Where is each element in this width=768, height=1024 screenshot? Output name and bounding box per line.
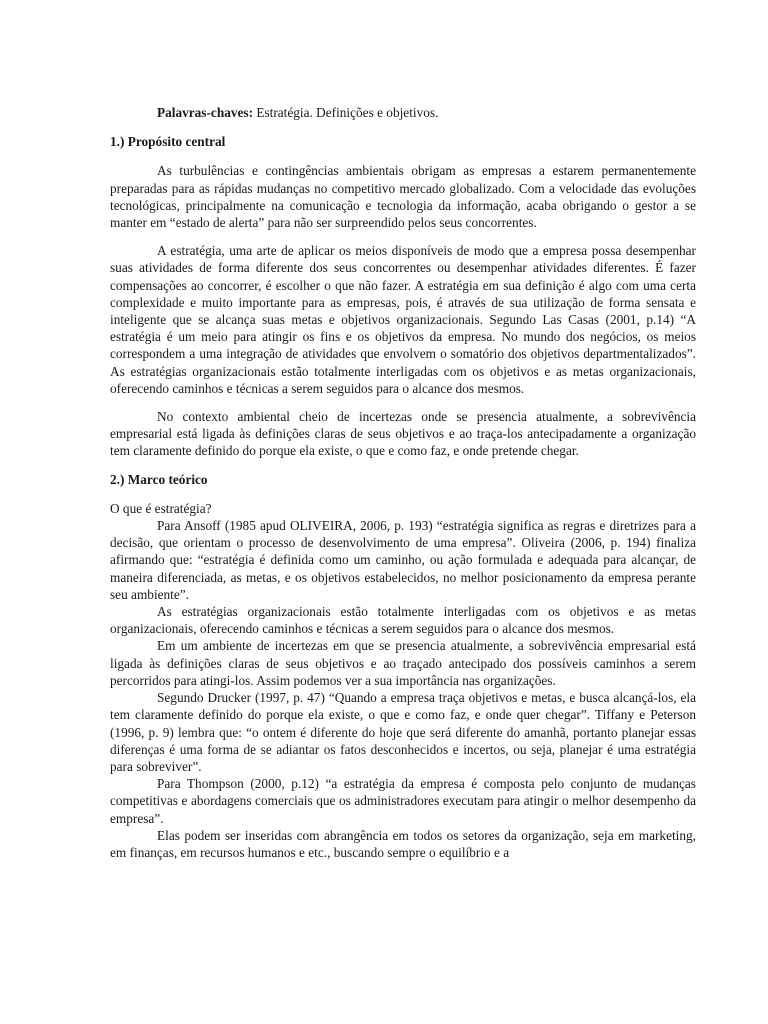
paragraph: Para Thompson (2000, p.12) “a estratégia da empresa é composta pelo conjunto de mudanças competitivas e abordagens comerciais que os administradores executam para atingir o melhor desempenho da empresa”.: [110, 776, 696, 826]
paragraph: As estratégias organizacionais estão totalmente interligadas com os objetivos e as metas organizacionais, oferecendo caminhos e técnicas a serem seguidos para o alcance dos mesmos.: [110, 604, 696, 637]
paragraph: A estratégia, uma arte de aplicar os meios disponíveis de modo que a empresa possa desempenhar suas atividades de forma diferente dos seus concorrentes ou desempenhar atividades diferentes. É fazer compensações ao concorrer, é escolher o que não fazer. A estratégia em sua definição é algo com uma certa complexidade e muito importante para as empresas, pois, é através de sua utilização de forma sensata e inteligente que se alcança suas metas e objetivos organizacionais. Segundo Las Casas (2001, p.14) “A estratégia é um meio para atingir os fins e os objetivos da empresa. No mundo dos negócios, os meios correspondem a uma integração de atividades que envolvem o somatório dos objetivos departmentalizados”. As estratégias organizacionais estão totalmente interligadas com os objetivos e as metas organizacionais, oferecendo caminhos e técnicas a serem seguidos para o alcance dos mesmos.: [110, 243, 696, 396]
section-heading-marco-teorico: 2.) Marco teórico: [110, 471, 208, 487]
paragraph: Em um ambiente de incertezas em que se presencia atualmente, a sobrevivência empresarial está ligada às definições claras de seus objetivos e ao traçado antecipado dos possíveis caminhos a serem percorridos para atingi-los. Assim podemos ver a sua importância nas organizações.: [110, 638, 696, 688]
question-line: O que é estratégia?: [110, 500, 212, 516]
paragraph: No contexto ambiental cheio de incertezas onde se presencia atualmente, a sobrevivência empresarial está ligada às definições claras de seus objetivos e ao traça-los antecipadamente a organização tem claramente definido do porque ela existe, o que e como faz, e onde pretende chegar.: [110, 409, 696, 459]
paragraph: Para Ansoff (1985 apud OLIVEIRA, 2006, p. 193) “estratégia significa as regras e diretrizes para a decisão, que orientam o processo de desenvolvimento de uma empresa”. Oliveira (2006, p. 194) finaliza afirmando que: “estratégia é definida como um caminho, ou ação formulada e adequada para alcançar, de maneira diferenciada, as metas, e os objetivos estabelecidos, no melhor posicionamento da empresa perante seu ambiente”.: [110, 518, 696, 602]
keywords-text: Estratégia. Definições e objetivos.: [253, 105, 439, 120]
keywords-line: [110, 104, 696, 121]
keywords-label: Palavras-chaves:: [157, 105, 254, 120]
section-heading-proposito: 1.) Propósito central: [110, 134, 226, 150]
paragraph: Elas podem ser inseridas com abrangência em todos os setores da organização, seja em marketing, em finanças, em recursos humanos e etc., buscando sempre o equilíbrio e a: [110, 827, 696, 860]
paragraph: As turbulências e contingências ambientais obrigam as empresas a estarem permanentemente preparadas para as rápidas mudanças no competitivo mercado globalizado. Com a velocidade das evoluções tecnológicas, principalmente na comunicação e tecnologia da informação, acaba obrigando o gestor a se manter em “estado de alerta” para não ser surpreendido pelos seus concorrentes.: [110, 163, 696, 231]
paragraph: Segundo Drucker (1997, p. 47) “Quando a empresa traça objetivos e metas, e busca alcançá-los, ela tem claramente definido do porque ela existe, o que e como faz, e onde quer chegar”. Tiffany e Peterson (1996, p. 9) lembra que: “o ontem é diferente do hoje que será diferente do amanhã, portanto planejar essas diferenças é uma forma de se adiantar os fatos desconhecidos e incertos, ou seja, planejar é uma estratégia para sobreviver”.: [110, 690, 696, 774]
